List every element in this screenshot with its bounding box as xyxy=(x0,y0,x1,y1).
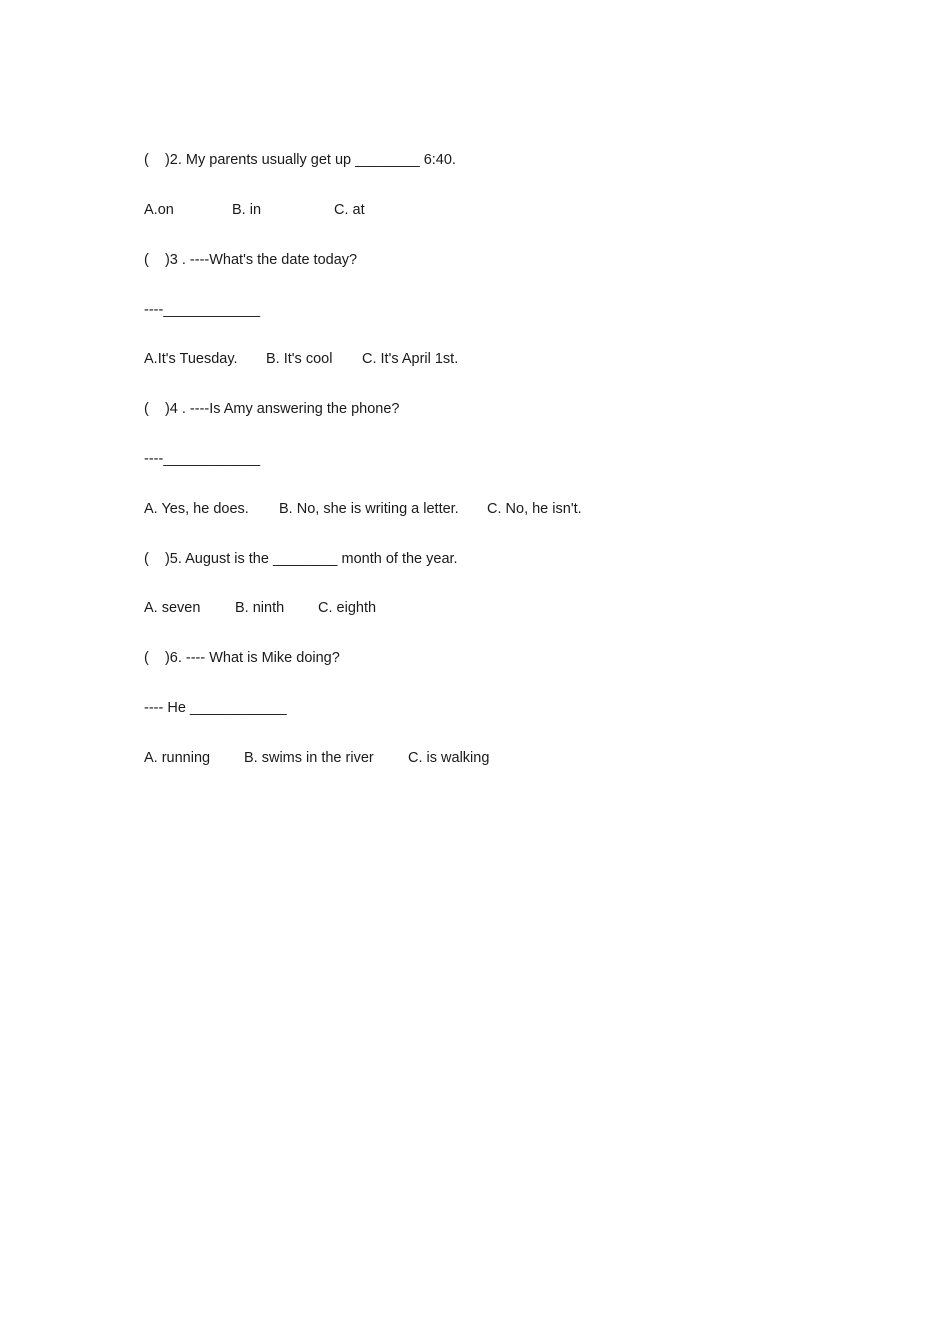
question-2-option-b: B. in xyxy=(232,202,262,218)
question-3-answer-line: ----____________ xyxy=(144,302,261,318)
question-2-stem: ( )2. My parents usually get up ________ 6:40. xyxy=(144,152,456,168)
question-6-option-a: A. running xyxy=(144,750,211,766)
question-5-option-c: C. eighth xyxy=(318,600,377,616)
question-5-options xyxy=(144,598,377,618)
question-3-options xyxy=(144,349,459,369)
question-5-stem: ( )5. August is the ________ month of the year. xyxy=(144,551,458,567)
question-3-stem: ( )3 . ----What's the date today? xyxy=(144,252,358,268)
question-2-option-a: A.on xyxy=(144,202,174,218)
question-4-stem: ( )4 . ----Is Amy answering the phone? xyxy=(144,401,400,417)
question-4-answer-line: ----____________ xyxy=(144,451,261,467)
question-6-option-b: B. swims in the river xyxy=(244,750,374,766)
question-2-option-c: C. at xyxy=(334,202,365,218)
question-3-option-a: A.It's Tuesday. xyxy=(144,351,238,367)
question-6-stem: ( )6. ---- What is Mike doing? xyxy=(144,650,340,666)
question-6-option-c: C. is walking xyxy=(408,750,490,766)
question-6-answer-line: ---- He ____________ xyxy=(144,700,287,716)
question-5-option-b: B. ninth xyxy=(235,600,285,616)
question-3-option-b: B. It's cool xyxy=(266,351,333,367)
question-4-option-c: C. No, he isn't. xyxy=(487,501,582,517)
question-4-options xyxy=(144,499,582,519)
question-4-option-a: A. Yes, he does. xyxy=(144,501,249,517)
question-4-option-b: B. No, she is writing a letter. xyxy=(279,501,459,517)
question-3-option-c: C. It's April 1st. xyxy=(362,351,459,367)
question-2-options xyxy=(144,200,365,220)
question-6-options xyxy=(144,748,490,768)
question-5-option-a: A. seven xyxy=(144,600,201,616)
